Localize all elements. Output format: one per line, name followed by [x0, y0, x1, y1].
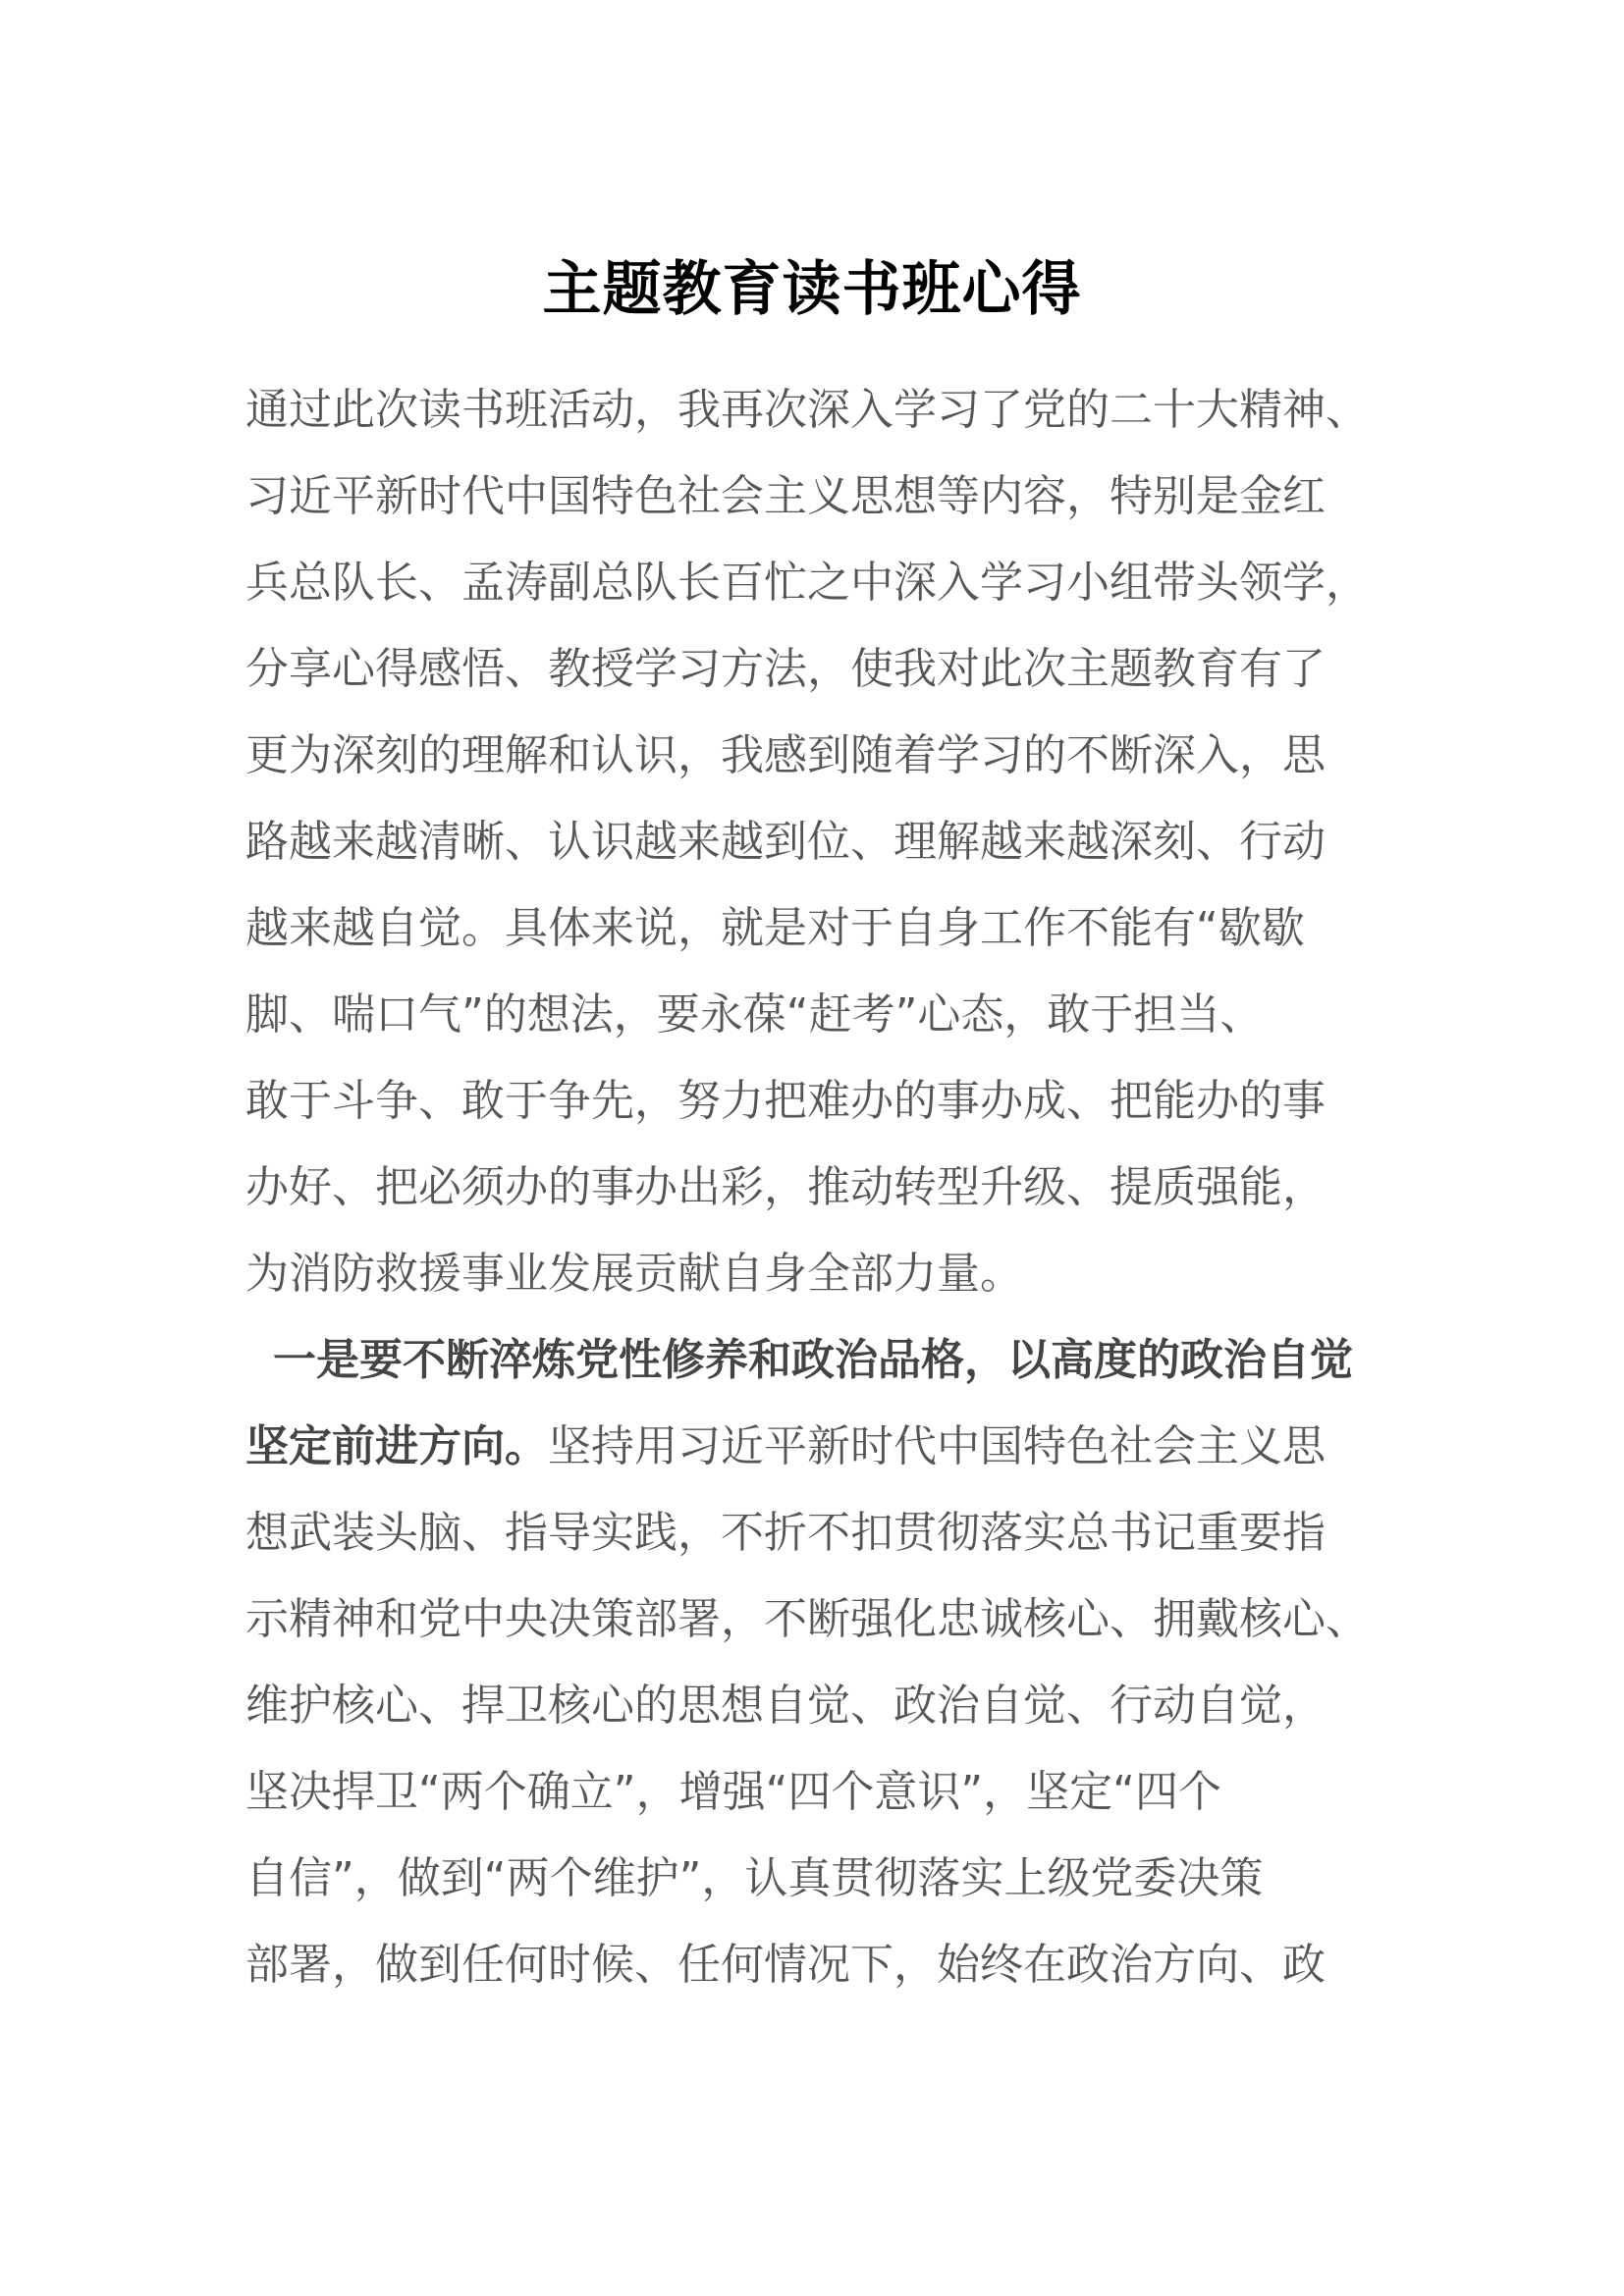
- paragraph-intro: [245, 367, 1384, 1317]
- text-line: 兵总队长、孟涛副总队长百忙之中深入学习小组带头领学，: [245, 558, 1369, 608]
- section-lead-text-end: 坚定前进方向。: [245, 1421, 548, 1471]
- text-line: 自信”，做到“两个维护”，认真贯彻落实上级党委决策: [245, 1853, 1264, 1903]
- text-line: [245, 1404, 1384, 1490]
- document-body: [245, 367, 1384, 2008]
- text-line: 示精神和党中央决策部署，不断强化忠诚核心、拥戴核心、: [245, 1594, 1369, 1644]
- text-line: 脚、喘口气”的想法，要永葆“赶考”心态，敢于担当、: [245, 989, 1264, 1040]
- text-line: 坚决捍卫“两个确立”，增强“四个意识”，坚定“四个: [245, 1767, 1221, 1817]
- text-line: 想武装头脑、指导实践，不折不扣贯彻落实总书记重要指: [245, 1508, 1326, 1558]
- text-line: 通过此次读书班活动，我再次深入学习了党的二十大精神、: [245, 385, 1369, 435]
- section-lead-text: 一是要不断淬炼党性修养和政治品格，以高度的政治自觉: [273, 1335, 1353, 1385]
- text-line: 维护核心、捍卫核心的思想自觉、政治自觉、行动自觉，: [245, 1681, 1326, 1731]
- document-title: 主题教育读书班心得: [542, 255, 1082, 324]
- text-line: 敢于斗争、敢于争先，努力把难办的事办成、把能办的事: [245, 1076, 1326, 1126]
- text-line: 路越来越清晰、认识越来越到位、理解越来越深刻、行动: [245, 817, 1326, 867]
- text-line: 办好、把必须办的事办出彩，推动转型升级、提质强能，: [245, 1162, 1326, 1212]
- text-line: 更为深刻的理解和认识，我感到随着学习的不断深入，思: [245, 730, 1326, 780]
- text-line-rest: 坚持用习近平新时代中国特色社会主义思: [548, 1421, 1326, 1471]
- paragraph-point-one: [245, 1317, 1384, 2008]
- text-line: 越来越自觉。具体来说，就是对于自身工作不能有“歇歇: [245, 903, 1305, 953]
- text-line: 部署，做到任何时候、任何情况下，始终在政治方向、政: [245, 1940, 1326, 1990]
- text-line: 分享心得感悟、教授学习方法，使我对此次主题教育有了: [245, 644, 1326, 694]
- text-line: 为消防救援事业发展贡献自身全部力量。: [245, 1249, 1023, 1299]
- text-line: 习近平新时代中国特色社会主义思想等内容，特别是金红: [245, 471, 1326, 521]
- text-line-heading: [245, 1317, 1384, 1404]
